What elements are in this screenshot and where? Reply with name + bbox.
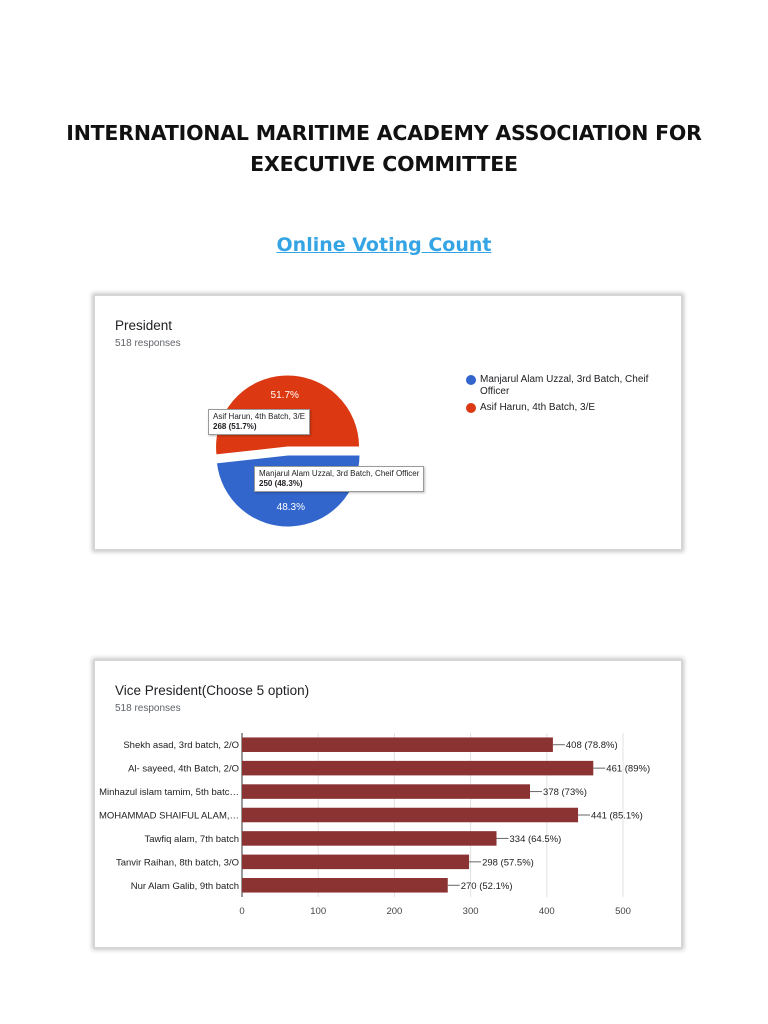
data-label: 378 (73%) [543, 787, 587, 799]
tooltip-label: Manjarul Alam Uzzal, 3rd Batch, Cheif Officer [259, 469, 420, 478]
data-label: 298 (57.5%) [482, 857, 534, 869]
legend-swatch [466, 403, 476, 413]
president-chart-card [94, 295, 682, 550]
legend-swatch [466, 375, 476, 385]
tooltip-label: Asif Harun, 4th Batch, 3/E [213, 412, 306, 421]
category-label: Tanvir Raihan, 8th batch, 3/O [115, 857, 239, 869]
response-count: 518 responses [115, 703, 181, 714]
slice-percent-label: 48.3% [276, 501, 306, 513]
bar [242, 761, 593, 776]
bar [242, 855, 469, 870]
x-tick-label: 200 [386, 906, 403, 917]
bar [242, 737, 553, 752]
president-pie-chart [95, 296, 683, 551]
bar [242, 808, 578, 823]
bar [242, 878, 448, 893]
x-tick-label: 300 [462, 906, 479, 917]
bar [242, 784, 530, 799]
x-tick-label: 0 [239, 906, 245, 917]
slice-percent-label: 51.7% [270, 390, 299, 402]
data-label: 441 (85.1%) [591, 810, 643, 822]
document-title [60, 118, 708, 180]
document-subtitle[interactable]: Online Voting Count [276, 234, 492, 256]
vice-president-chart-card [94, 660, 682, 948]
x-tick-label: 100 [310, 906, 327, 917]
data-label: 408 (78.8%) [565, 740, 618, 752]
tooltip-value: 268 (51.7%) [213, 422, 257, 431]
slice-tooltip [254, 466, 424, 492]
x-tick-label: 500 [615, 906, 631, 917]
category-label: Minhazul islam tamim, 5th batc… [99, 787, 239, 799]
category-label: Shekh asad, 3rd batch, 2/O [123, 740, 239, 752]
response-count: 518 responses [115, 338, 181, 349]
document-title-line-1: INTERNATIONAL MARITIME ACADEMY ASSOCIATION FOR [66, 121, 702, 145]
category-label: MOHAMMAD SHAIFUL ALAM,… [98, 810, 239, 822]
category-label: Al- sayeed, 4th Batch, 2/O [128, 763, 239, 775]
category-label: Nur Alam Galib, 9th batch [130, 880, 239, 892]
data-label: 461 (89%) [606, 763, 651, 775]
legend-label: Manjarul Alam Uzzal, 3rd Batch, Cheif Officer [480, 374, 649, 397]
bar [242, 831, 497, 846]
slice-tooltip [208, 409, 310, 435]
chart-title: President [115, 318, 173, 333]
data-label: 270 (52.1%) [460, 880, 513, 892]
pie-legend [466, 374, 676, 418]
legend-item[interactable] [466, 402, 676, 414]
data-label: 334 (64.5%) [509, 833, 562, 845]
legend-item[interactable] [466, 374, 676, 398]
document-title-line-2: EXECUTIVE COMMITTEE [250, 152, 518, 176]
chart-title: Vice President(Choose 5 option) [115, 683, 310, 698]
legend-label: Asif Harun, 4th Batch, 3/E [480, 402, 596, 413]
category-label: Tawfiq alam, 7th batch [144, 833, 239, 845]
x-tick-label: 400 [538, 906, 555, 917]
vice-president-bar-chart [95, 661, 683, 949]
tooltip-value: 250 (48.3%) [259, 479, 303, 488]
